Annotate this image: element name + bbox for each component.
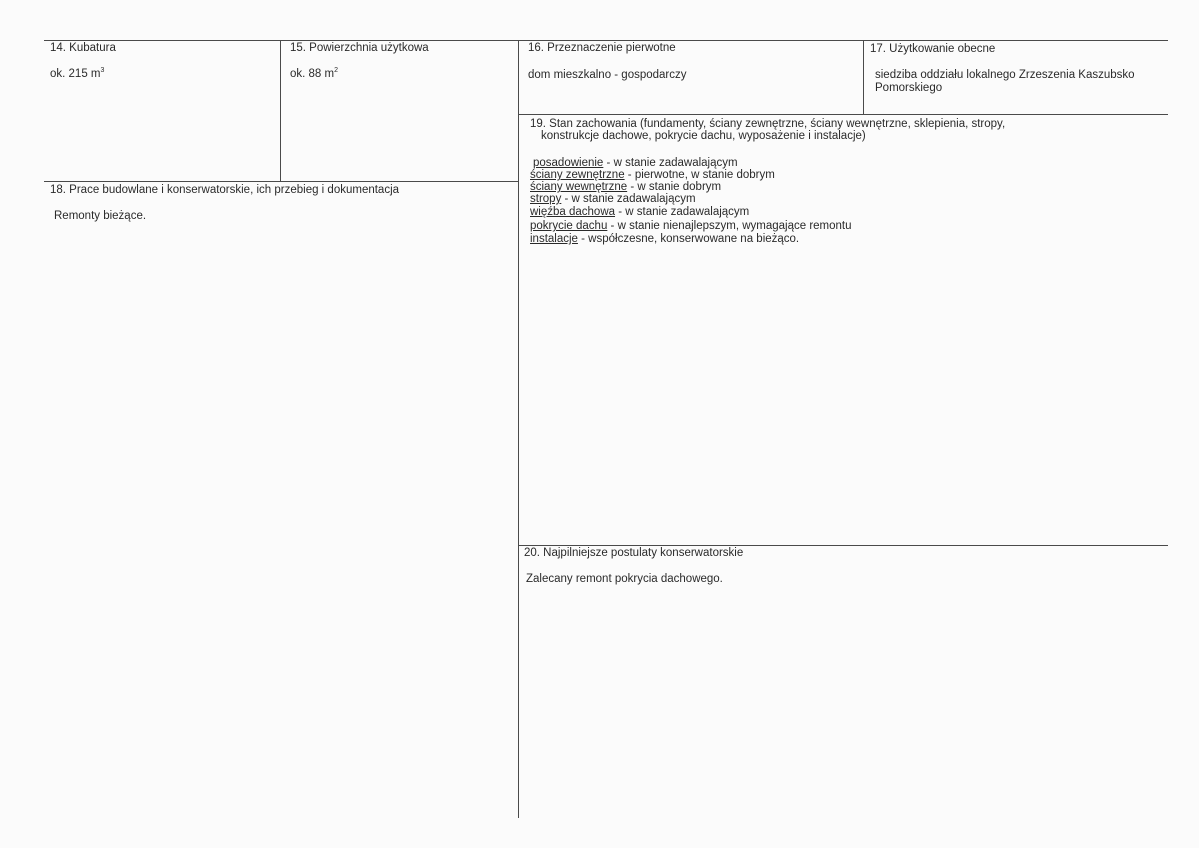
field-14-title: 14. Kubatura	[50, 42, 116, 54]
condition-text: - w stanie zadawalającym	[615, 206, 750, 218]
field-17-value-line2: Pomorskiego	[875, 82, 943, 94]
condition-label: posadowienie	[533, 157, 604, 169]
divider-16-17	[863, 40, 864, 114]
condition-row-installations	[530, 233, 799, 245]
condition-row-roof-covering	[530, 220, 852, 232]
condition-label: ściany zewnętrzne	[530, 169, 625, 181]
condition-text: - w stanie nienajlepszym, wymagające remontu	[607, 220, 852, 232]
field-20-title: 20. Najpilniejsze postulaty konserwatorskie	[524, 547, 744, 559]
field-14-value	[50, 68, 104, 80]
field-15-value	[290, 68, 338, 80]
field-17-value-line1: siedziba oddziału lokalnego Zrzeszenia Kaszubsko	[875, 69, 1135, 81]
field-15-value-sup: 2	[334, 67, 339, 75]
condition-row-roof-truss	[530, 206, 749, 218]
field-14-value-sup: 3	[100, 67, 105, 75]
condition-label: stropy	[530, 193, 562, 205]
field-20-value: Zalecany remont pokrycia dachowego.	[526, 573, 723, 585]
field-16-value: dom mieszkalno - gospodarczy	[528, 69, 687, 81]
condition-text: - w stanie zadawalającym	[561, 193, 696, 205]
border-above-18	[44, 181, 518, 182]
field-18-title: 18. Prace budowlane i konserwatorskie, ich przebieg i dokumentacja	[50, 184, 400, 196]
condition-label: pokrycie dachu	[530, 220, 608, 232]
condition-row-interior-walls	[530, 181, 721, 193]
condition-row-exterior-walls	[530, 169, 775, 181]
border-above-20	[518, 545, 1168, 546]
field-19-title-line2: konstrukcje dachowe, pokrycie dachu, wyposażenie i instalacje)	[541, 130, 866, 142]
border-above-19	[518, 114, 1168, 115]
field-19-title-line1: 19. Stan zachowania (fundamenty, ściany zewnętrzne, ściany wewnętrzne, sklepienia, stropy,	[530, 118, 1006, 130]
condition-label: więźba dachowa	[530, 206, 616, 218]
top-border	[44, 40, 1168, 41]
field-17-title: 17. Użytkowanie obecne	[870, 43, 996, 55]
main-vertical-divider	[518, 40, 519, 818]
condition-row-ceilings	[530, 193, 696, 205]
field-14-value-text: ok. 215 m	[50, 68, 101, 80]
condition-text: - współczesne, konserwowane na bieżąco.	[577, 233, 800, 245]
field-18-value: Remonty bieżące.	[54, 210, 147, 222]
field-15-title: 15. Powierzchnia użytkowa	[290, 42, 429, 54]
field-15-value-text: ok. 88 m	[290, 68, 335, 80]
condition-text: - w stanie zadawalającym	[603, 157, 738, 169]
divider-14-15	[280, 40, 281, 182]
condition-text: - w stanie dobrym	[627, 181, 722, 193]
condition-label: instalacje	[530, 233, 578, 245]
condition-label: ściany wewnętrzne	[530, 181, 628, 193]
condition-text: - pierwotne, w stanie dobrym	[624, 169, 775, 181]
condition-row-foundation	[533, 157, 738, 169]
field-16-title: 16. Przeznaczenie pierwotne	[528, 42, 676, 54]
